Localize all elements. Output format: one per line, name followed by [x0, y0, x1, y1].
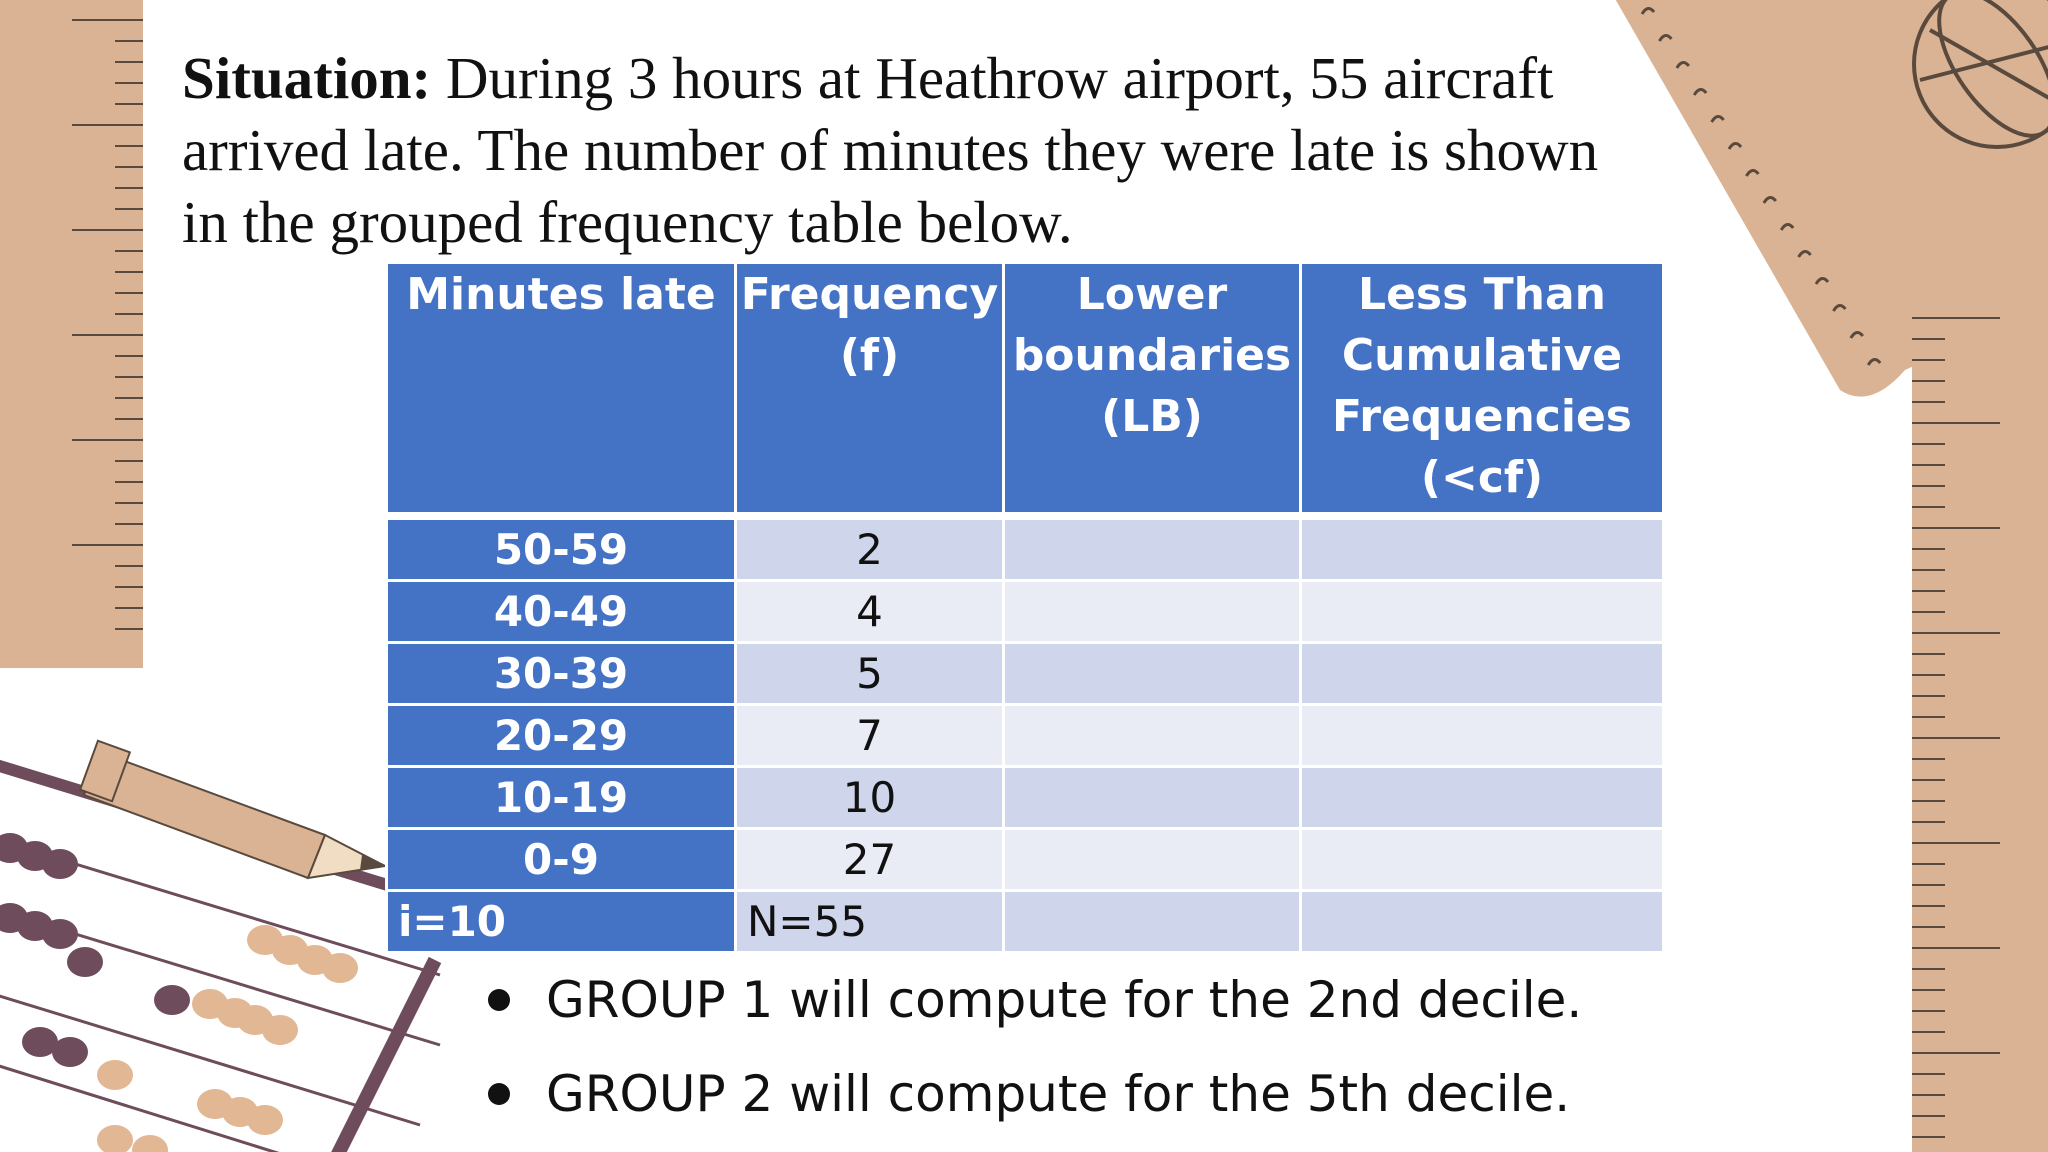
- class-interval-cell: 50-59: [387, 516, 736, 581]
- list-item: [486, 1052, 1582, 1146]
- cumulative-frequency-cell: [1301, 643, 1664, 705]
- cumulative-frequency-cell: [1301, 767, 1664, 829]
- table-row: [387, 643, 1664, 705]
- lower-boundary-cell: [1004, 581, 1301, 643]
- cumulative-frequency-cell: [1301, 581, 1664, 643]
- table-row: [387, 767, 1664, 829]
- class-interval-cell: 0-9: [387, 829, 736, 891]
- ruler-icon: [0, 0, 143, 668]
- abacus-bead: [97, 1125, 133, 1152]
- table-row: [387, 829, 1664, 891]
- class-interval-cell: 20-29: [387, 705, 736, 767]
- empty-cell: [1301, 891, 1664, 953]
- class-interval-cell: 10-19: [387, 767, 736, 829]
- frequency-cell: 5: [736, 643, 1004, 705]
- situation-label: Situation:: [182, 45, 432, 111]
- header-lower-boundaries: Lower boundaries (LB): [1004, 263, 1301, 517]
- table-row: [387, 705, 1664, 767]
- header-less-than-cf: Less Than Cumulative Frequencies (<cf): [1301, 263, 1664, 517]
- lower-boundary-cell: [1004, 767, 1301, 829]
- frequency-table: [385, 261, 1665, 954]
- abacus-bead: [52, 1037, 88, 1067]
- abacus-bead: [42, 849, 78, 879]
- header-minutes-late: Minutes late: [387, 263, 736, 517]
- frequency-cell: 10: [736, 767, 1004, 829]
- lower-boundary-cell: [1004, 829, 1301, 891]
- situation-text: [182, 42, 1642, 258]
- frequency-cell: 7: [736, 705, 1004, 767]
- abacus-bead: [42, 919, 78, 949]
- abacus-bead: [262, 1015, 298, 1045]
- frequency-cell: 27: [736, 829, 1004, 891]
- frequency-cell: 2: [736, 516, 1004, 581]
- task-text: GROUP 2 will compute for the 5th decile.: [546, 1065, 1571, 1123]
- table-row: [387, 581, 1664, 643]
- table-footer-row: [387, 891, 1664, 953]
- cumulative-frequency-cell: [1301, 829, 1664, 891]
- table-header-row: [387, 263, 1664, 517]
- lower-boundary-cell: [1004, 516, 1301, 581]
- class-interval-cell: 40-49: [387, 581, 736, 643]
- total-frequency-cell: N=55: [736, 891, 1004, 953]
- lower-boundary-cell: [1004, 705, 1301, 767]
- task-list: [486, 958, 1582, 1146]
- abacus-bead: [67, 947, 103, 977]
- task-text: GROUP 1 will compute for the 2nd decile.: [546, 971, 1583, 1029]
- abacus-bead: [132, 1135, 168, 1152]
- bullet-icon: [488, 989, 510, 1011]
- table-row: [387, 516, 1664, 581]
- lower-boundary-cell: [1004, 643, 1301, 705]
- class-width-cell: i=10: [387, 891, 736, 953]
- situation-body: During 3 hours at Heathrow airport, 55 aircraft arrived late. The number of minutes they were late is shown in the grouped frequency table below.: [182, 45, 1599, 255]
- abacus-bead: [322, 953, 358, 983]
- abacus-bead: [154, 985, 190, 1015]
- frequency-cell: 4: [736, 581, 1004, 643]
- ruler-icon: [1912, 276, 2048, 1152]
- abacus-bead: [97, 1060, 133, 1090]
- header-frequency: Frequency (f): [736, 263, 1004, 517]
- cumulative-frequency-cell: [1301, 705, 1664, 767]
- class-interval-cell: 30-39: [387, 643, 736, 705]
- cumulative-frequency-cell: [1301, 516, 1664, 581]
- list-item: [486, 958, 1582, 1052]
- pencil-icon: [80, 741, 385, 878]
- abacus-bead: [247, 1105, 283, 1135]
- bullet-icon: [488, 1083, 510, 1105]
- empty-cell: [1004, 891, 1301, 953]
